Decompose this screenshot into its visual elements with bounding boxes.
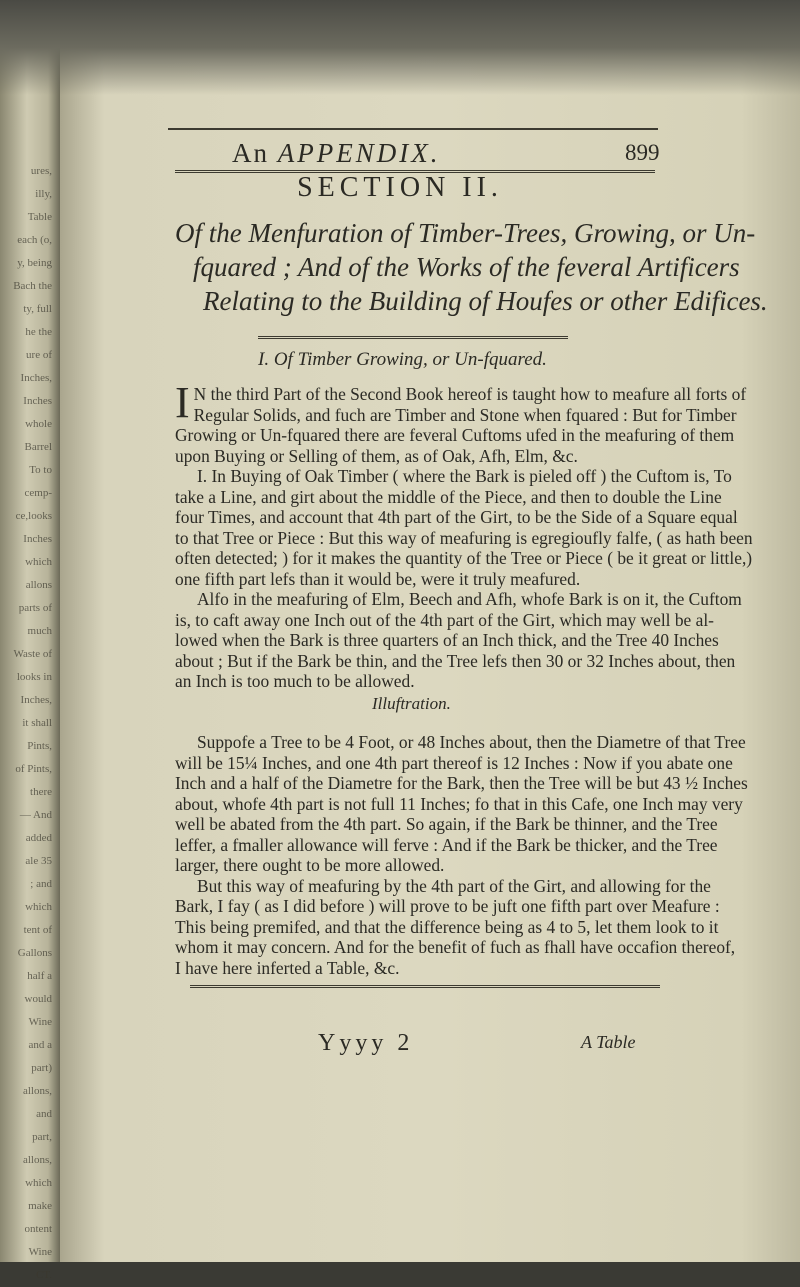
- bottom-rule: [190, 985, 660, 988]
- facing-page-fragment: ures,: [30, 165, 52, 177]
- running-head: [232, 138, 440, 169]
- facing-page-fragment: — And: [19, 809, 52, 821]
- facing-page-fragment: Barrel: [24, 441, 52, 453]
- text-line: lowed when the Bark is three quarters of an Inch thick, and the Tree 40 Inches: [175, 630, 719, 650]
- facing-page-fragment: part): [31, 1062, 52, 1074]
- text-line: will be 15¼ Inches, and one 4th part thereof is 12 Inches : Now if you abate one: [175, 752, 733, 773]
- text-line: But this way of meafuring by the 4th part of the Girt, and allowing for the: [197, 875, 711, 896]
- facing-page-fragment: Pints,: [27, 740, 52, 752]
- text-line: an Inch is too much to be allowed.: [175, 671, 415, 691]
- facing-page-fragment: would: [24, 993, 52, 1005]
- facing-page-fragment: cemp-: [24, 487, 52, 499]
- facing-page-fragment: of Pints,: [15, 763, 52, 775]
- facing-page-fragment: ; and: [30, 878, 52, 890]
- facing-page-fragment: he the: [25, 326, 52, 338]
- facing-page-fragment: it shall: [22, 717, 52, 729]
- illustration-heading: Illuftration.: [372, 694, 451, 713]
- facing-page-fragment: half a: [27, 970, 52, 982]
- chapter-title-line: fquared ; And of the Works of the feveral Artificers: [193, 252, 740, 282]
- text-line: Regular Solids, and fuch are Timber and Stone when fquared : But for Timber: [193, 404, 737, 425]
- drop-cap: I: [175, 378, 190, 427]
- facing-page-fragment: there: [30, 786, 52, 798]
- page-number: 899: [625, 140, 660, 165]
- facing-page-fragment: ty, full: [23, 303, 52, 315]
- text-line: whom it may concern. And for the benefit of fuch as fhall have occafion thereof,: [175, 937, 736, 957]
- facing-page-fragment: looks in: [16, 671, 52, 683]
- text-line: Alfo in the meafuring of Elm, Beech and Afh, whofe Bark is on it, the Cuftom: [197, 589, 742, 609]
- subsection-heading: I. Of Timber Growing, or Un-fquared.: [258, 349, 547, 370]
- facing-page-fragment: ure of: [26, 349, 52, 361]
- facing-page-fragment: which: [25, 556, 52, 568]
- facing-page-fragment: which: [25, 901, 52, 913]
- text-line: larger, there ought to be more allowed.: [175, 855, 445, 875]
- running-head-prefix: An: [232, 138, 269, 168]
- top-rule: [168, 128, 658, 130]
- facing-page-fragment: parts of: [18, 602, 52, 614]
- page-top-shadow: [0, 0, 800, 95]
- facing-page-fragment: and a: [28, 1039, 52, 1051]
- section-heading: SECTION II.: [297, 172, 503, 203]
- text-line: to that Tree or Piece : But this way of meafuring is egregioufly falfe, ( as hath been: [175, 527, 753, 548]
- paragraph-timber: [175, 378, 753, 692]
- text-line: often detected; ) for it makes the quantity of the Tree or Piece ( be it great or little,): [175, 548, 753, 568]
- text-line: Bark, I fay ( as I did before ) will prove to be juft one fifth part over Meafure :: [175, 896, 720, 916]
- facing-page-fragment: allons,: [22, 1085, 52, 1097]
- chapter-title-line: Relating to the Building of Houfes or other Edifices.: [203, 286, 768, 316]
- facing-page-fragment: allons: [25, 579, 52, 591]
- text-line: is, to caft away one Inch out of the 4th part of the Girt, which may well be al-: [175, 609, 714, 630]
- facing-page-fragment: y, being: [17, 257, 52, 269]
- facing-page-fragment: whole: [25, 418, 52, 430]
- text-line: one fifth part lefs than it would be, were it truly meafured.: [175, 568, 581, 589]
- signature-mark: Yyyy 2: [318, 1030, 414, 1056]
- facing-page-fragment: Inches: [23, 395, 52, 407]
- text-line: Growing or Un-fquared there are feveral Cuftoms ufed in the meafuring of them: [175, 425, 735, 445]
- text-line: I. In Buying of Oak Timber ( where the Bark is pieled off ) the Cuftom is, To: [197, 466, 732, 486]
- facing-page-fragment: ontent: [24, 1223, 52, 1235]
- facing-page-fragment: part,: [32, 1131, 52, 1143]
- text-line: four Times, and account that 4th part of the Girt, to be the Side of a Square equal: [175, 507, 738, 527]
- facing-page-fragment: Inches: [23, 533, 52, 545]
- text-line: N the third Part of the Second Book hereof is taught how to meafure all forts of: [193, 384, 747, 404]
- facing-page-fragment: To to: [29, 464, 52, 476]
- facing-page-fragment: Wine: [28, 1016, 52, 1028]
- text-line: about ; But if the Bark be thin, and the Tree lefs then 30 or 32 Inches about, then: [175, 650, 736, 671]
- facing-page-fragment: Table: [27, 211, 52, 223]
- facing-page-fragment: Inches,: [20, 372, 52, 384]
- facing-page-fragment: Bach the: [13, 280, 52, 292]
- text-line: Inch and a half of the Diametre for the Bark, then the Tree will be but 43 ½ Inches: [175, 773, 748, 793]
- catchword: A Table: [581, 1032, 636, 1052]
- facing-page-fragment: make: [28, 1200, 52, 1212]
- facing-page-fragments: [2, 160, 52, 1287]
- facing-page-fragment: added: [25, 832, 52, 844]
- facing-page-fragment: Wine: [28, 1246, 52, 1258]
- paragraph-illustration: [175, 732, 748, 978]
- running-head-title: APPENDIX.: [277, 138, 441, 168]
- facing-page-fragment: CT.: [36, 1269, 52, 1281]
- facing-page-fragment: Gallons: [17, 947, 52, 959]
- text-line: leffer, a fmaller allowance will ferve : And if the Bark be thicker, and the Tree: [175, 834, 718, 855]
- text-line: This being premifed, and that the difference being as 4 to 5, let them look to it: [175, 916, 719, 937]
- text-line: upon Buying or Selling of them, as of Oak, Afh, Elm, &c.: [175, 445, 578, 466]
- facing-page-fragment: allons,: [22, 1154, 52, 1166]
- facing-page-fragment: Waste of: [13, 648, 52, 660]
- text-line: about, whofe 4th part is not full 11 Inches; fo that in this Cafe, one Inch may very: [175, 793, 743, 814]
- title-rule: [258, 336, 568, 339]
- facing-page-fragment: tent of: [23, 924, 52, 936]
- facing-page-fragment: much: [27, 625, 52, 637]
- text-line: take a Line, and girt about the middle of the Piece, and then to double the Line: [175, 486, 722, 507]
- facing-page-fragment: illy,: [35, 188, 52, 200]
- text-line: Suppofe a Tree to be 4 Foot, or 48 Inches about, then the Diametre of that Tree: [197, 732, 746, 752]
- chapter-title-line: Of the Menfuration of Timber-Trees, Growing, or Un-: [175, 218, 756, 248]
- chapter-title: [175, 216, 768, 318]
- facing-page-fragment: each (o,: [17, 234, 52, 246]
- facing-page-fragment: Inches,: [20, 694, 52, 706]
- facing-page-fragment: ce,looks: [15, 510, 52, 522]
- facing-page-fragment: ale 35: [25, 855, 52, 867]
- text-line: I have here inferted a Table, &c.: [175, 957, 400, 978]
- facing-page-fragment: and: [36, 1108, 52, 1120]
- facing-page-fragment: which: [25, 1177, 52, 1189]
- text-line: well be abated from the 4th part. So again, if the Bark be thinner, and the Tree: [175, 814, 718, 834]
